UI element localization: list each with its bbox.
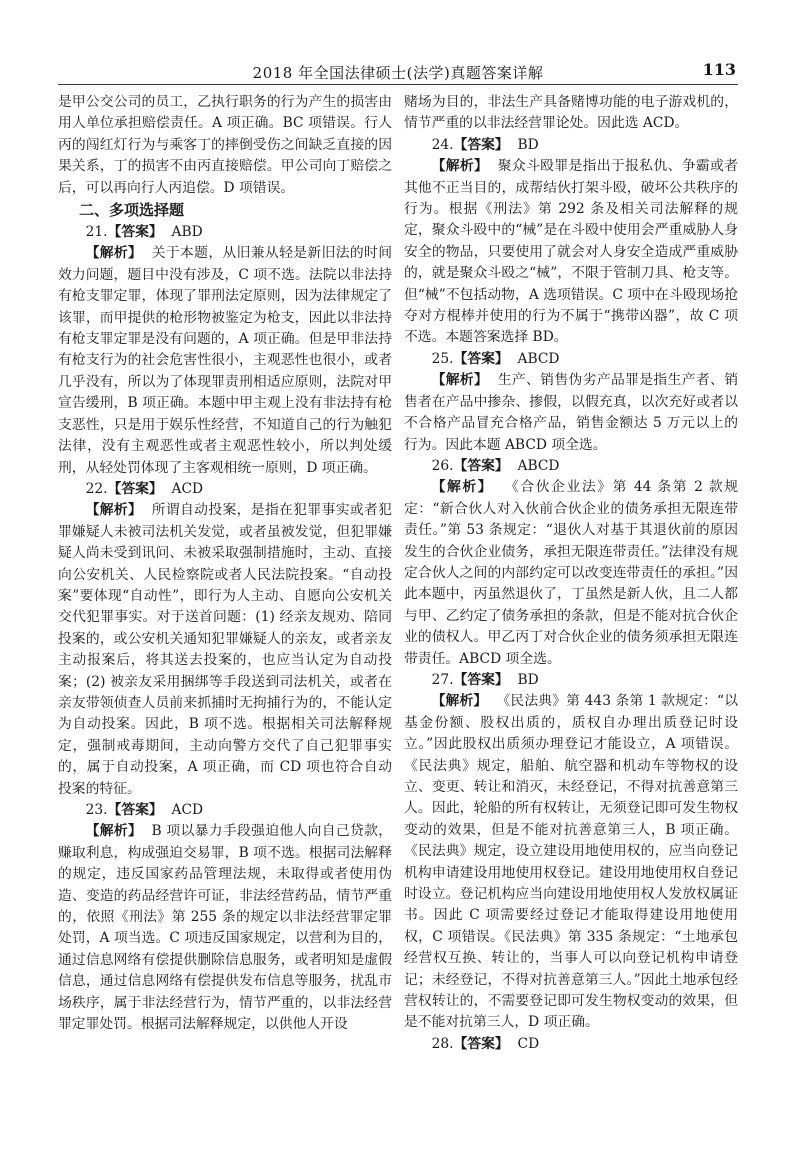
right-column [404,92,738,1055]
answer-label: 【答案】 [453,136,509,153]
q23-answer-line [58,800,392,821]
section-heading: 二、多项选择题 [79,201,185,220]
answer-label: 【答案】 [453,671,509,688]
q25-analysis-text: 生产、销售伪劣产品罪是指生产者、销售者在产品中掺杂、掺假，以假充真，以次充好或者以不合格产品冒充合格产品，销售金额达 5 万元以上的行为。因此本题 ABCD 项全选。 [404,372,739,453]
q26-analysis [404,477,738,670]
page-number: 113 [702,60,736,79]
answer-label: 【答案】 [453,1035,509,1052]
q27-answer-line [404,670,738,691]
q21-analysis-text: 关于本题，从旧兼从轻是新旧法的时间效力问题，题目中没有涉及，C 项不选。法院以非法持有枪支罪定罪，体现了罪刑法定原则，因为法律规定了该罪，而甲提供的枪形物被鉴定为枪支，因此以非法持有枪支罪定罪是没有问题的，A 项正确。但是甲非法持有枪支行为的社会危害性很小，主观恶性也很小，或者几乎没有，所以为了体现罪责刑相适应原则，法院对甲宣告缓刑，B 项正确。本题中甲主观上没有非法持有枪支恶性，只是用于娱乐性经营，不知道自己的行为触犯法律，没有主观恶性或者主观恶性较小，所以判处缓刑，从轻处罚体现了主客观相统一原则，D 项正确。 [58,245,393,476]
answer-label: 【答案】 [107,224,163,241]
q26-answer: ABCD [517,457,560,474]
q23-number: 23. [85,802,108,818]
answer-label: 【答案】 [453,457,509,474]
q24-answer-line [404,135,738,156]
q27-analysis [404,691,738,1034]
q25-answer-line [404,349,738,370]
q21-answer-line [58,222,392,243]
q22-analysis [58,500,392,800]
q24-analysis-text: 聚众斗殴罪是指出于报私仇、争霸或者其他不正当目的，成帮结伙打架斗殴，破坏公共秩序的行为。根据《刑法》第 292 条及相关司法解释的规定，聚众斗殴中的“械”是在斗殴中使用会严重威胁人身安全的物品，只要使用了就会对人身安全造成严重威胁的，就是聚众斗殴之“械”，不限于管制刀具、枪支等。但“械”不包括动物，A 选项错误。C 项中在斗殴现场抢夺对方棍棒并使用的行为不属于“携带凶器”，故 C 项不选。本题答案选择 BD。 [404,158,739,346]
q26-answer-line [404,456,738,477]
answer-label: 【答案】 [107,802,163,818]
q21-analysis [58,243,392,478]
analysis-label: 【解析】 [431,158,489,175]
q21-answer: ABD [171,224,203,241]
analysis-label: 【解析】 [85,823,143,840]
q21-number: 21. [85,224,108,241]
q28-answer: CD [517,1035,540,1052]
q23-continuation: 赌场为目的，非法生产具备赌博功能的电子游戏机的，情节严重的以非法经营罪论处。因此选 ACD。 [404,94,738,132]
q22-answer: ACD [171,480,204,497]
q23-answer: ACD [171,802,204,818]
intro-paragraph: 是甲公交公司的员工，乙执行职务的行为产生的损害由用人单位承担赔偿责任。A 项正确。BC 项错误。行人丙的闯红灯行为与乘客丁的摔倒受伤之间缺乏直接的因果关系，丁的损害不由丙直接赔偿。甲公司向丁赔偿之后，可以再向行人丙追偿。D 项错误。 [58,94,392,196]
answer-label: 【答案】 [107,480,163,497]
analysis-label: 【解析】 [431,372,489,389]
q28-answer-line [404,1034,738,1055]
q27-answer: BD [517,671,539,688]
q27-number: 27. [431,671,454,688]
q23-analysis-text: B 项以暴力手段强迫他人向自己贷款，赚取利息，构成强迫交易罪，B 项不选。根据司法解释的规定，违反国家药品管理法规，未取得或者使用伪造、变造的药品经营许可证，非法经营药品，情节严重的，依照《刑法》第 255 条的规定以非法经营罪定罪处罚，A 项当选。C 项违反国家规定，以营利为目的，通过信息网络有偿提供删除信息服务，或者明知是虚假信息，通过信息网络有偿提供发布信息等服务，扰乱市场秩序，属于非法经营行为，情节严重的，以非法经营罪定罪处罚。根据司法解释规定，以供他人开设 [58,823,392,1033]
analysis-label: 【解析】 [431,479,494,496]
analysis-label: 【解析】 [85,502,143,519]
q24-answer: BD [517,136,539,153]
header-title: 2018 年全国法律硕士(法学)真题答案详解 [252,64,544,82]
q24-analysis [404,156,738,349]
q22-answer-line [58,479,392,500]
q22-analysis-text: 所谓自动投案，是指在犯罪事实或者犯罪嫌疑人未被司法机关发觉，或者虽被发觉，但犯罪嫌疑人尚未受到讯问、未被采取强制措施时，主动、直接向公安机关、人民检察院或者人民法院投案。“自动投案”要体现“自动性”，即行为人主动、自愿向公安机关交代犯罪事实。对于送首问题：(1) 经亲友规劝、陪同投案的，或公安机关通知犯罪嫌疑人的亲友，或者亲友主动报案后，将其送去投案的，也应当认定为自动投案；(2) 被亲友采用捆绑等手段送到司法机关，或者在亲友带领侦查人员前来抓捕时无拘捕行为的，不能认定为自动投案。因此，B 项不选。根据相关司法解释规定，强制戒毒期间，主动向警方交代了自己犯罪事实的，属于自动投案，A 项正确，而 CD 项也符合自动投案的特征。 [58,502,393,797]
analysis-label: 【解析】 [85,245,143,262]
q25-analysis [404,370,738,456]
page-header [58,54,738,85]
q26-analysis-text: 《合伙企业法》第 44 条第 2 款规定：“新合伙人对入伙前合伙企业的债务承担无限连带责任。”第 53 条规定：“退伙人对基于其退伙前的原因发生的合伙企业债务，承担无限连带责任。”法律没有规定合伙人之间的内部约定可以改变连带责任的承担。”因此本题中，丙虽然退伙了，丁虽然是新人伙，且二人都与甲、乙约定了债务承担的条款，但是不能对抗合伙企业的债权人。甲乙丙丁对合伙企业的债务须承担无限连带责任。ABCD 项全选。 [404,479,738,667]
q26-number: 26. [431,457,454,474]
q27-analysis-text: 《民法典》第 443 条第 1 款规定：“以基金份额、股权出质的，质权自办理出质登记时设立。”因此股权出质须办理登记才能设立，A 项错误。《民法典》规定，船舶、航空器和机动车等物权的设立、变更、转让和消灭，未经登记，不得对抗善意第三人。因此，轮船的所有权转让，无须登记即可发生物权变动的效果，但是不能对抗善意第三人，B 项正确。《民法典》规定，设立建设用地使用权的，应当向登记机构申请建设用地使用权登记。建设用地使用权自登记时设立。登记机构应当向建设用地使用权人发放权属证书。因此 C 项需要经过登记才能取得建设用地使用权，C 项错误。《民法典》第 335 条规定：“土地承包经营权互换、转让的，当事人可以向登记机构申请登记；未经登记，不得对抗善意第三人。”因此土地承包经营权转让的，不需要登记即可发生物权变动的效果，但是不能对抗第三人，D 项正确。 [404,693,739,1031]
q25-number: 25. [431,350,454,367]
q22-number: 22. [85,480,108,497]
q28-number: 28. [431,1035,454,1052]
q25-answer: ABCD [517,350,560,367]
left-column [58,92,392,1035]
q24-number: 24. [431,136,454,153]
q23-analysis [58,821,392,1035]
answer-label: 【答案】 [453,350,509,367]
analysis-label: 【解析】 [431,693,488,710]
